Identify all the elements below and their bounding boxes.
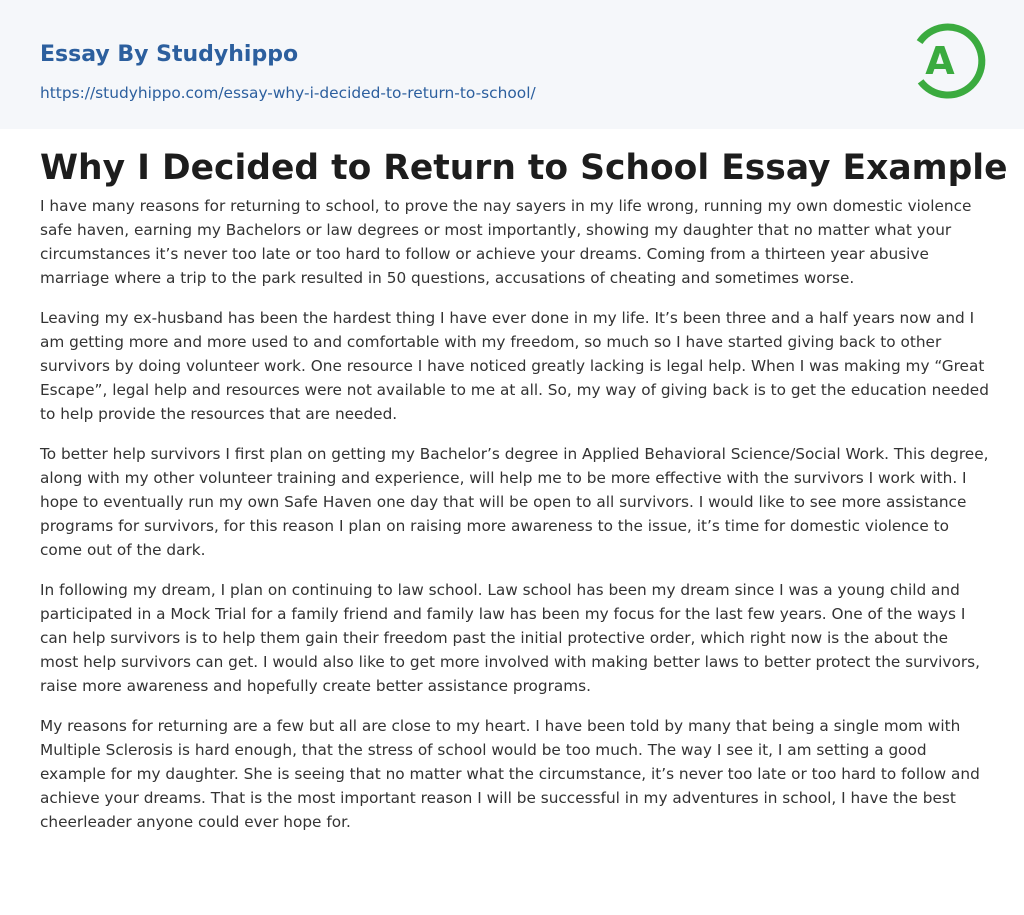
page-title: Why I Decided to Return to School Essay Example <box>40 148 1008 188</box>
essay-paragraph: In following my dream, I plan on continuing to law school. Law school has been my dream since I was a young child and participated in a Mock Trial for a family friend and family law has been my focus for the last few years. One of the ways I can help survivors is to help them gain their freedom past the initial protective order, which right now is the about the most help survivors can get. I would also like to get more involved with making better laws to better protect the survivors, raise more awareness and hopefully create better assistance programs. <box>40 581 980 695</box>
essay-body <box>40 194 990 850</box>
essay-paragraph: To better help survivors I first plan on getting my Bachelor’s degree in Applied Behavioral Science/Social Work. This degree, along with my other volunteer training and experience, will help me to be more effective with the survivors I work with. I hope to eventually run my own Safe Haven one day that will be open to all survivors. I would like to see more assistance programs for survivors, for this reason I plan on raising more awareness to the issue, it’s time for domestic violence to come out of the dark. <box>40 445 989 559</box>
source-url-link[interactable]: https://studyhippo.com/essay-why-i-decided-to-return-to-school/ <box>40 84 536 102</box>
essay-paragraph: My reasons for returning are a few but all are close to my heart. I have been told by many that being a single mom with Multiple Sclerosis is hard enough, that the stress of school would be too much. The way I see it, I am setting a good example for my daughter. She is seeing that no matter what the circumstance, it’s never too late or too hard to follow and achieve your dreams. That is the most important reason I will be successful in my adventures in school, I have the best cheerleader anyone could ever hope for. <box>40 717 980 831</box>
studyhippo-logo-icon[interactable] <box>912 18 986 106</box>
essay-paragraph: I have many reasons for returning to school, to prove the nay sayers in my life wrong, running my own domestic violence safe haven, earning my Bachelors or law degrees or most importantly, showing my daughter that no matter what your circumstances it’s never too late or too hard to follow or achieve your dreams. Coming from a thirteen year abusive marriage where a trip to the park resulted in 50 questions, accusations of cheating and sometimes worse. <box>40 197 972 287</box>
essay-paragraph: Leaving my ex-husband has been the hardest thing I have ever done in my life. It’s been three and a half years now and I am getting more and more used to and comfortable with my freedom, so much so I have started giving back to other survivors by doing volunteer work. One resource I have noticed greatly lacking is legal help. When I was making my “Great Escape”, legal help and resources were not available to me at all. So, my way of giving back is to get the education needed to help provide the resources that are needed. <box>40 309 989 423</box>
site-header <box>0 0 1024 129</box>
brand-title[interactable]: Essay By Studyhippo <box>40 42 299 67</box>
logo-letter: A <box>925 39 955 83</box>
